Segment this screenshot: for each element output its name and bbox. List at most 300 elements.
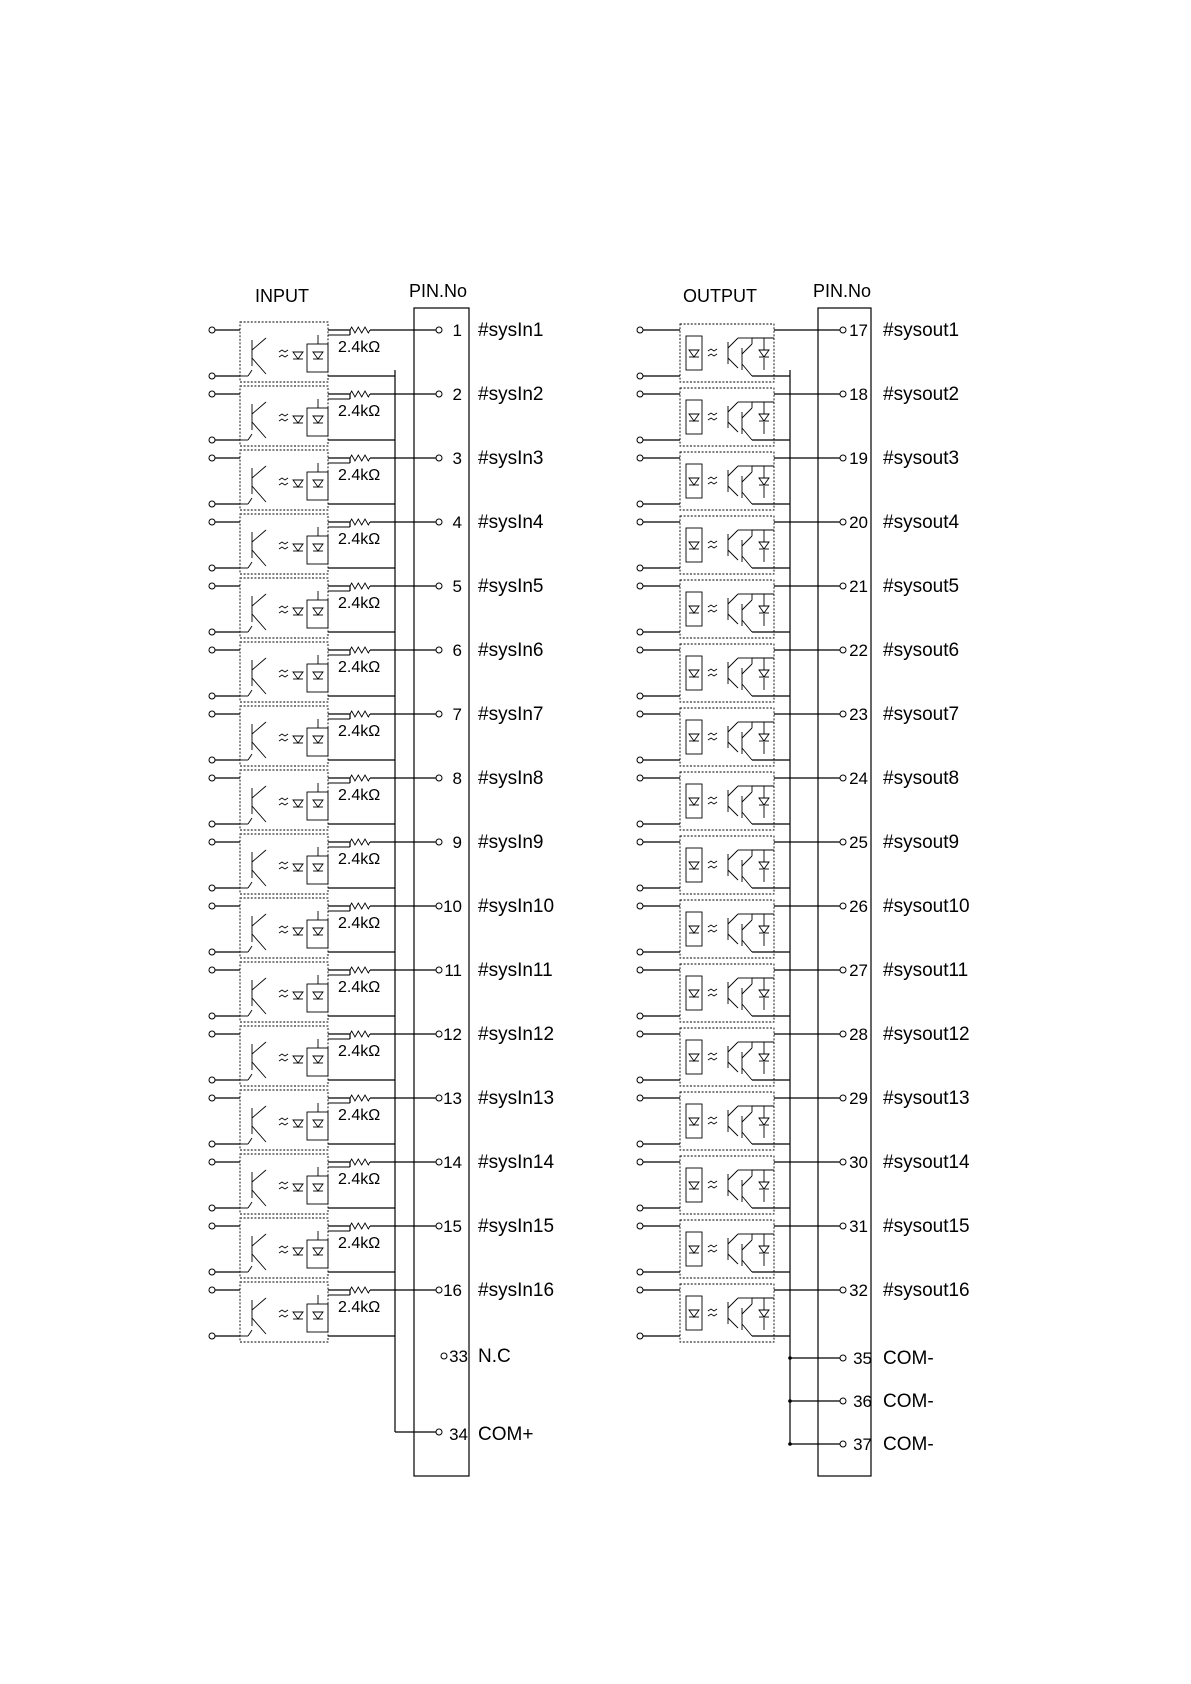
input-pin-terminal bbox=[436, 647, 442, 653]
led-icon bbox=[689, 926, 699, 933]
clamp-diode-icon bbox=[759, 862, 769, 869]
input-signal-name: #sysIn11 bbox=[478, 960, 553, 981]
led-icon bbox=[293, 736, 303, 743]
output-terminal-top bbox=[637, 1159, 643, 1165]
output-pin-number: 23 bbox=[849, 705, 868, 724]
phototransistor-collector bbox=[252, 594, 266, 606]
clamp-diode-icon bbox=[759, 1246, 769, 1253]
wire bbox=[742, 472, 752, 482]
phototransistor-collector bbox=[252, 722, 266, 734]
wire bbox=[248, 498, 252, 504]
input-terminal-bottom bbox=[209, 437, 215, 443]
led-icon bbox=[293, 416, 303, 423]
output-terminal-bottom bbox=[637, 1077, 643, 1083]
clamp-diode-icon bbox=[759, 926, 769, 933]
clamp-diode-icon bbox=[759, 478, 769, 485]
wire bbox=[728, 614, 738, 624]
output-channel-23 bbox=[637, 704, 959, 766]
input-terminal-bottom bbox=[209, 1205, 215, 1211]
output-terminal-bottom bbox=[637, 629, 643, 635]
phototransistor-emitter bbox=[252, 1190, 266, 1206]
wire bbox=[742, 408, 752, 418]
output-pin-terminal bbox=[840, 711, 846, 717]
input-signal-name: #sysIn5 bbox=[478, 576, 544, 597]
wire bbox=[742, 620, 752, 632]
input-terminal-top bbox=[209, 839, 215, 845]
wire bbox=[728, 550, 738, 560]
input-signal-name: #sysIn8 bbox=[478, 768, 544, 789]
input-terminal-bottom bbox=[209, 373, 215, 379]
output-optocoupler-box bbox=[680, 580, 774, 638]
light-arrows-icon bbox=[708, 541, 717, 548]
output-pin-terminal bbox=[840, 455, 846, 461]
input-header: INPUT bbox=[255, 286, 309, 306]
light-arrows-icon bbox=[279, 1118, 288, 1125]
wire bbox=[728, 850, 738, 860]
output-terminal-bottom bbox=[637, 1269, 643, 1275]
resistor-icon bbox=[350, 839, 370, 845]
wire bbox=[742, 856, 752, 866]
led-frame bbox=[686, 848, 702, 882]
led-icon bbox=[689, 1054, 699, 1061]
light-arrows-icon bbox=[279, 1310, 288, 1317]
wire bbox=[248, 1138, 252, 1144]
output-terminal-bottom bbox=[637, 821, 643, 827]
input-signal-name: #sysIn7 bbox=[478, 704, 544, 725]
resistor-icon bbox=[350, 583, 370, 589]
input-pin-terminal bbox=[436, 519, 442, 525]
output-pin-terminal bbox=[840, 1095, 846, 1101]
wire bbox=[728, 1318, 738, 1328]
output-pin-number: 37 bbox=[853, 1435, 872, 1454]
led-icon bbox=[293, 928, 303, 935]
wire bbox=[742, 1260, 752, 1272]
input-terminal-bottom bbox=[209, 821, 215, 827]
wire bbox=[742, 364, 752, 376]
input-channel-2 bbox=[209, 384, 543, 446]
wire bbox=[728, 658, 738, 668]
output-optocoupler-box bbox=[680, 708, 774, 766]
input-channel-12 bbox=[209, 1024, 554, 1086]
wire bbox=[728, 1254, 738, 1264]
phototransistor-collector bbox=[252, 402, 266, 414]
output-pin-number: 20 bbox=[849, 513, 868, 532]
phototransistor-emitter bbox=[252, 1318, 266, 1334]
light-arrows-icon bbox=[708, 669, 717, 676]
output-pin-terminal bbox=[840, 519, 846, 525]
output-channel-22 bbox=[637, 640, 959, 702]
input-pin-terminal bbox=[436, 1429, 442, 1435]
output-signal-name: #sysout4 bbox=[883, 512, 960, 533]
light-arrows-icon bbox=[279, 990, 288, 997]
resistor-icon bbox=[350, 711, 370, 717]
led-icon bbox=[689, 350, 699, 357]
led-icon bbox=[313, 928, 323, 935]
input-terminal-top bbox=[209, 775, 215, 781]
light-arrows-icon bbox=[279, 414, 288, 421]
output-channel-26 bbox=[637, 896, 970, 958]
output-signal-name: #sysout9 bbox=[883, 832, 960, 853]
wire bbox=[248, 818, 252, 824]
phototransistor-emitter bbox=[252, 550, 266, 566]
wire bbox=[728, 1106, 738, 1116]
resistor-value-label: 2.4kΩ bbox=[338, 1235, 381, 1252]
wire bbox=[248, 1010, 252, 1016]
wire bbox=[728, 1126, 738, 1136]
output-channel-17 bbox=[637, 320, 959, 382]
wire bbox=[728, 722, 738, 732]
wire bbox=[728, 422, 738, 432]
resistor-value-label: 2.4kΩ bbox=[338, 339, 381, 356]
input-terminal-bottom bbox=[209, 501, 215, 507]
wire bbox=[742, 600, 752, 610]
output-terminal-top bbox=[637, 711, 643, 717]
phototransistor-emitter bbox=[252, 486, 266, 502]
led-frame bbox=[686, 1104, 702, 1138]
resistor-value-label: 2.4kΩ bbox=[338, 851, 381, 868]
output-optocoupler-box bbox=[680, 900, 774, 958]
output-terminal-bottom bbox=[637, 373, 643, 379]
led-icon bbox=[689, 670, 699, 677]
input-terminal-bottom bbox=[209, 757, 215, 763]
led-icon bbox=[293, 1248, 303, 1255]
input-pin-nc bbox=[441, 1346, 511, 1367]
input-pin-number: 8 bbox=[452, 769, 462, 788]
output-pin-number: 28 bbox=[849, 1025, 868, 1044]
led-icon bbox=[293, 480, 303, 487]
wire bbox=[742, 428, 752, 440]
wire bbox=[728, 806, 738, 816]
wire bbox=[742, 492, 752, 504]
led-frame bbox=[686, 1296, 702, 1330]
led-frame bbox=[686, 784, 702, 818]
wire bbox=[742, 940, 752, 952]
wire bbox=[742, 984, 752, 994]
junction-dot bbox=[788, 1442, 792, 1446]
light-arrows-icon bbox=[708, 1117, 717, 1124]
input-pin-terminal bbox=[436, 1287, 442, 1293]
led-icon bbox=[689, 734, 699, 741]
output-signal-name: #sysout6 bbox=[883, 640, 960, 661]
resistor-icon bbox=[350, 1031, 370, 1037]
input-pin-number: 12 bbox=[443, 1025, 462, 1044]
input-pin-terminal bbox=[436, 711, 442, 717]
clamp-diode-icon bbox=[759, 990, 769, 997]
led-icon bbox=[313, 992, 323, 999]
wire bbox=[742, 1068, 752, 1080]
led-frame bbox=[686, 464, 702, 498]
wire bbox=[742, 1324, 752, 1336]
output-pin-terminal bbox=[840, 1287, 846, 1293]
phototransistor-collector bbox=[252, 1298, 266, 1310]
resistor-icon bbox=[350, 1095, 370, 1101]
resistor-value-label: 2.4kΩ bbox=[338, 1043, 381, 1060]
output-pin-number: 24 bbox=[849, 769, 868, 788]
input-terminal-bottom bbox=[209, 693, 215, 699]
input-signal-name: #sysIn2 bbox=[478, 384, 544, 405]
light-arrows-icon bbox=[708, 733, 717, 740]
output-terminal-bottom bbox=[637, 1141, 643, 1147]
input-channel-11 bbox=[209, 960, 553, 1022]
output-optocoupler-box bbox=[680, 452, 774, 510]
output-terminal-bottom bbox=[637, 565, 643, 571]
clamp-diode-icon bbox=[759, 1182, 769, 1189]
output-connector-body bbox=[818, 308, 871, 1476]
light-arrows-icon bbox=[279, 862, 288, 869]
output-pin-com-minus bbox=[788, 1391, 933, 1412]
wire bbox=[728, 338, 738, 348]
resistor-value-label: 2.4kΩ bbox=[338, 1107, 381, 1124]
output-optocoupler-box bbox=[680, 1220, 774, 1278]
led-icon bbox=[313, 672, 323, 679]
light-arrows-icon bbox=[279, 606, 288, 613]
resistor-icon bbox=[350, 1159, 370, 1165]
input-channel-4 bbox=[209, 512, 544, 574]
wire bbox=[728, 1234, 738, 1244]
wire bbox=[728, 594, 738, 604]
light-arrows-icon bbox=[279, 1246, 288, 1253]
phototransistor-emitter bbox=[252, 806, 266, 822]
light-arrows-icon bbox=[279, 1182, 288, 1189]
input-signal-name: N.C bbox=[478, 1346, 511, 1367]
resistor-icon bbox=[350, 647, 370, 653]
input-terminal-bottom bbox=[209, 565, 215, 571]
output-pin-terminal bbox=[840, 391, 846, 397]
input-signal-name: #sysIn9 bbox=[478, 832, 544, 853]
input-terminal-top bbox=[209, 967, 215, 973]
wire bbox=[728, 998, 738, 1008]
phototransistor-collector bbox=[252, 1234, 266, 1246]
phototransistor-emitter bbox=[252, 1062, 266, 1078]
led-icon bbox=[689, 414, 699, 421]
wire bbox=[728, 358, 738, 368]
output-optocoupler-box bbox=[680, 324, 774, 382]
input-channel-8 bbox=[209, 768, 543, 830]
input-pin-number: 4 bbox=[452, 513, 462, 532]
clamp-diode-icon bbox=[759, 1310, 769, 1317]
output-header: OUTPUT bbox=[683, 286, 757, 306]
light-arrows-icon bbox=[279, 1054, 288, 1061]
clamp-diode-icon bbox=[759, 1118, 769, 1125]
clamp-diode-icon bbox=[759, 798, 769, 805]
input-signal-name: #sysIn4 bbox=[478, 512, 544, 533]
input-channel-5 bbox=[209, 576, 543, 638]
output-terminal-top bbox=[637, 391, 643, 397]
wire bbox=[742, 920, 752, 930]
output-pin-number: 17 bbox=[849, 321, 868, 340]
output-channel-18 bbox=[637, 384, 959, 446]
phototransistor-emitter bbox=[252, 422, 266, 438]
output-terminal-top bbox=[637, 519, 643, 525]
input-signal-name: #sysIn1 bbox=[478, 320, 544, 341]
led-frame bbox=[686, 656, 702, 690]
output-pin-number: 36 bbox=[853, 1392, 872, 1411]
output-optocoupler-box bbox=[680, 1028, 774, 1086]
input-pin-terminal bbox=[436, 327, 442, 333]
input-terminal-bottom bbox=[209, 1077, 215, 1083]
led-icon bbox=[689, 606, 699, 613]
light-arrows-icon bbox=[708, 349, 717, 356]
wire bbox=[728, 466, 738, 476]
light-arrows-icon bbox=[708, 925, 717, 932]
clamp-diode-icon bbox=[759, 606, 769, 613]
light-arrows-icon bbox=[279, 926, 288, 933]
light-arrows-icon bbox=[708, 1245, 717, 1252]
resistor-value-label: 2.4kΩ bbox=[338, 979, 381, 996]
wire bbox=[728, 978, 738, 988]
wire bbox=[728, 1042, 738, 1052]
output-terminal-top bbox=[637, 647, 643, 653]
output-terminal-bottom bbox=[637, 1013, 643, 1019]
light-arrows-icon bbox=[708, 989, 717, 996]
input-terminal-top bbox=[209, 583, 215, 589]
output-pin-number: 35 bbox=[853, 1349, 872, 1368]
wire bbox=[728, 934, 738, 944]
input-terminal-top bbox=[209, 711, 215, 717]
output-terminal-top bbox=[637, 967, 643, 973]
wire bbox=[742, 1112, 752, 1122]
output-terminal-top bbox=[637, 583, 643, 589]
resistor-icon bbox=[350, 327, 370, 333]
output-terminal-bottom bbox=[637, 1333, 643, 1339]
output-optocoupler-box bbox=[680, 1156, 774, 1214]
resistor-value-label: 2.4kΩ bbox=[338, 403, 381, 420]
light-arrows-icon bbox=[708, 797, 717, 804]
resistor-value-label: 2.4kΩ bbox=[338, 659, 381, 676]
input-channels bbox=[209, 320, 554, 1342]
clamp-diode-icon bbox=[759, 414, 769, 421]
wire bbox=[728, 678, 738, 688]
output-signal-name: #sysout1 bbox=[883, 320, 960, 341]
input-signal-name: COM+ bbox=[478, 1424, 534, 1445]
resistor-icon bbox=[350, 903, 370, 909]
led-icon bbox=[313, 1056, 323, 1063]
led-frame bbox=[686, 336, 702, 370]
led-icon bbox=[313, 1248, 323, 1255]
input-signal-name: #sysIn12 bbox=[478, 1024, 555, 1045]
input-channel-3 bbox=[209, 448, 543, 510]
junction-dot bbox=[788, 1399, 792, 1403]
clamp-diode-icon bbox=[759, 1054, 769, 1061]
output-terminal-bottom bbox=[637, 693, 643, 699]
input-pin-number: 3 bbox=[452, 449, 462, 468]
output-signal-name: #sysout2 bbox=[883, 384, 960, 405]
led-icon bbox=[313, 544, 323, 551]
input-channel-7 bbox=[209, 704, 543, 766]
resistor-value-label: 2.4kΩ bbox=[338, 1299, 381, 1316]
resistor-value-label: 2.4kΩ bbox=[338, 915, 381, 932]
phototransistor-collector bbox=[252, 530, 266, 542]
resistor-value-label: 2.4kΩ bbox=[338, 1171, 381, 1188]
output-signal-name: #sysout5 bbox=[883, 576, 960, 597]
output-signal-name: COM- bbox=[883, 1391, 934, 1412]
light-arrows-icon bbox=[279, 542, 288, 549]
light-arrows-icon bbox=[708, 477, 717, 484]
led-icon bbox=[313, 736, 323, 743]
light-arrows-icon bbox=[708, 1181, 717, 1188]
wire bbox=[742, 1004, 752, 1016]
resistor-icon bbox=[350, 519, 370, 525]
input-terminal-top bbox=[209, 519, 215, 525]
phototransistor-collector bbox=[252, 914, 266, 926]
phototransistor-collector bbox=[252, 1170, 266, 1182]
output-channel-24 bbox=[637, 768, 959, 830]
wire bbox=[248, 562, 252, 568]
led-frame bbox=[686, 976, 702, 1010]
wire bbox=[248, 882, 252, 888]
wire bbox=[728, 1190, 738, 1200]
input-terminal-bottom bbox=[209, 1141, 215, 1147]
wire bbox=[742, 1176, 752, 1186]
output-channel-32 bbox=[637, 1280, 970, 1342]
output-signal-name: #sysout3 bbox=[883, 448, 960, 469]
output-channel-20 bbox=[637, 512, 959, 574]
led-icon bbox=[313, 1120, 323, 1127]
wire bbox=[728, 742, 738, 752]
wire bbox=[248, 626, 252, 632]
resistor-value-label: 2.4kΩ bbox=[338, 595, 381, 612]
output-pin-terminal bbox=[840, 1031, 846, 1037]
output-signal-name: #sysout13 bbox=[883, 1088, 970, 1109]
input-terminal-top bbox=[209, 1223, 215, 1229]
wire bbox=[728, 486, 738, 496]
wire bbox=[728, 914, 738, 924]
input-pin-terminal bbox=[436, 1031, 442, 1037]
clamp-diode-icon bbox=[759, 734, 769, 741]
input-terminal-bottom bbox=[209, 949, 215, 955]
output-pin-number: 32 bbox=[849, 1281, 868, 1300]
phototransistor-emitter bbox=[252, 934, 266, 950]
led-icon bbox=[689, 478, 699, 485]
phototransistor-emitter bbox=[252, 998, 266, 1014]
clamp-diode-icon bbox=[759, 670, 769, 677]
output-optocoupler-box bbox=[680, 388, 774, 446]
output-signal-name: #sysout15 bbox=[883, 1216, 970, 1237]
wire bbox=[742, 1196, 752, 1208]
input-pin-number: 14 bbox=[443, 1153, 462, 1172]
output-signal-name: COM- bbox=[883, 1434, 934, 1455]
output-terminal-bottom bbox=[637, 1205, 643, 1211]
output-pin-terminal bbox=[840, 967, 846, 973]
input-terminal-top bbox=[209, 455, 215, 461]
output-pin-number: 26 bbox=[849, 897, 868, 916]
output-signal-name: #sysout16 bbox=[883, 1280, 970, 1301]
output-signal-name: #sysout12 bbox=[883, 1024, 970, 1045]
input-pin-number: 7 bbox=[452, 705, 462, 724]
input-terminal-top bbox=[209, 1031, 215, 1037]
led-frame bbox=[686, 720, 702, 754]
output-optocoupler-box bbox=[680, 1092, 774, 1150]
wire bbox=[742, 876, 752, 888]
phototransistor-emitter bbox=[252, 870, 266, 886]
input-signal-name: #sysIn16 bbox=[478, 1280, 555, 1301]
input-pin-terminal bbox=[436, 967, 442, 973]
light-arrows-icon bbox=[708, 861, 717, 868]
clamp-diode-icon bbox=[759, 542, 769, 549]
input-pin-number: 6 bbox=[452, 641, 462, 660]
led-icon bbox=[313, 1184, 323, 1191]
led-icon bbox=[293, 672, 303, 679]
input-pin-terminal bbox=[436, 903, 442, 909]
led-icon bbox=[293, 1184, 303, 1191]
wire bbox=[248, 370, 252, 376]
output-signal-name: #sysout7 bbox=[883, 704, 960, 725]
wire bbox=[728, 402, 738, 412]
output-pin-terminal bbox=[840, 1355, 846, 1361]
output-pin-terminal bbox=[840, 583, 846, 589]
output-optocoupler-box bbox=[680, 516, 774, 574]
output-optocoupler-box bbox=[680, 964, 774, 1022]
